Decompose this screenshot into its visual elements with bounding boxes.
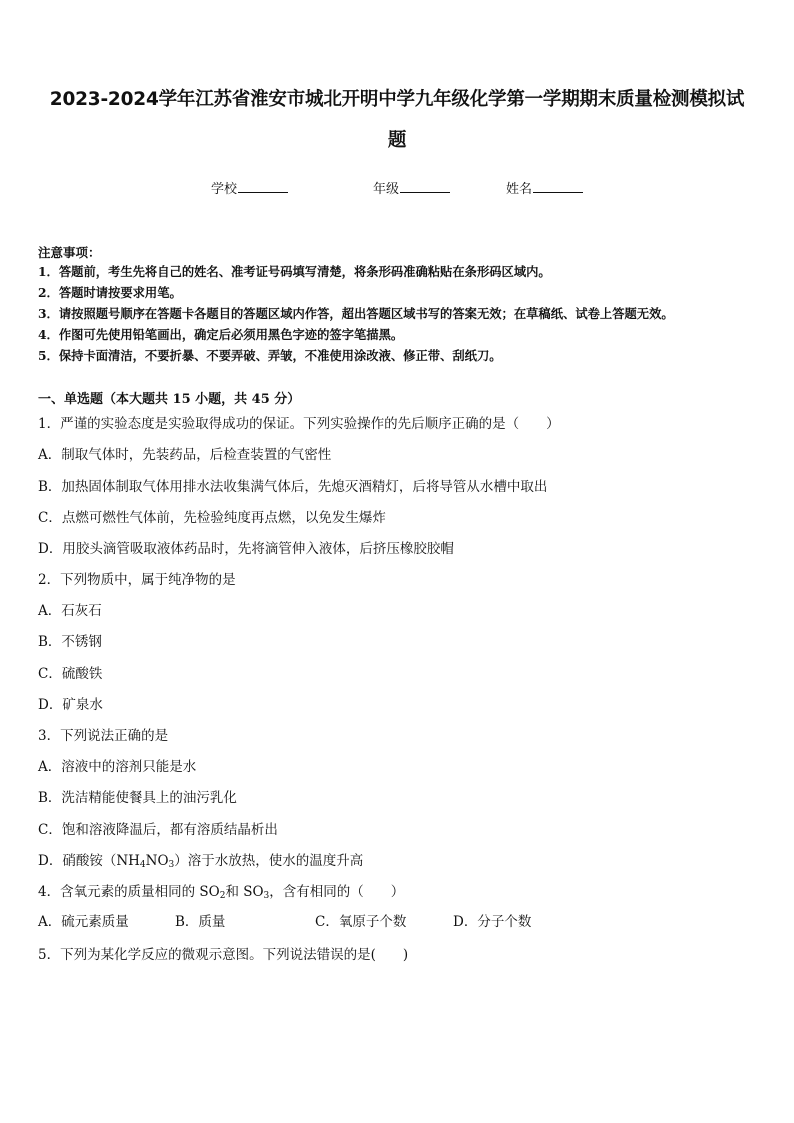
- question-3-option-d: [38, 852, 363, 874]
- question-3-stem: 3．下列说法正确的是: [38, 728, 169, 744]
- name-blank[interactable]: [533, 180, 583, 193]
- school-blank[interactable]: [238, 180, 288, 193]
- notice-item: 3．请按照题号顺序在答题卡各题目的答题区域内作答，超出答题区域书写的答案无效；在草稿纸、试卷上答题无效。: [38, 306, 674, 321]
- question-4-stem: [38, 883, 404, 905]
- question-5-stem: 5．下列为某化学反应的微观示意图。下列说法错误的是( ): [38, 947, 409, 963]
- subscript: 2: [219, 891, 226, 901]
- question-4-option-b: B．质量: [175, 914, 226, 930]
- subscript: 3: [263, 891, 270, 901]
- grade-blank[interactable]: [400, 180, 450, 193]
- subscript: 4: [139, 860, 146, 870]
- school-label: 学校: [211, 182, 238, 197]
- question-4-option-c: C．氧原子个数: [315, 914, 407, 930]
- question-1-option-a: A．制取气体时，先装药品，后检查装置的气密性: [38, 447, 332, 463]
- text-run: 和 SO: [225, 884, 264, 900]
- question-1-stem: 1．严谨的实验态度是实验取得成功的保证。下列实验操作的先后顺序正确的是（ ）: [38, 416, 560, 432]
- grade-label: 年级: [373, 182, 400, 197]
- exam-title-line-2: 题: [387, 130, 407, 151]
- question-3-option-c: C．饱和溶液降温后，都有溶质结晶析出: [38, 822, 278, 838]
- section-title: 一、单选题（本大题共 15 小题，共 45 分）: [38, 392, 301, 407]
- name-field: [506, 180, 583, 199]
- text-run: D．硝酸铵（NH: [38, 853, 140, 869]
- text-run: ）溶于水放热，使水的温度升高: [174, 853, 364, 869]
- question-3-option-a: A．溶液中的溶剂只能是水: [38, 759, 197, 775]
- question-1-option-b: B．加热固体制取气体用排水法收集满气体后，先熄灭酒精灯，后将导管从水槽中取出: [38, 479, 548, 495]
- question-4-option-d: D．分子个数: [453, 914, 532, 930]
- notice-item: 5．保持卡面清洁，不要折暴、不要弄破、弄皱，不准使用涂改液、修正带、刮纸刀。: [38, 348, 502, 363]
- question-4-option-a: A．硫元素质量: [38, 914, 129, 930]
- text-run: ，含有相同的（ ）: [269, 884, 405, 900]
- question-2-option-d: D．矿泉水: [38, 697, 103, 713]
- notice-item: 4．作图可先使用铅笔画出，确定后必须用黑色字迹的签字笔描黑。: [38, 327, 404, 342]
- question-1-option-d: D．用胶头滴管吸取液体药品时，先将滴管伸入液体，后挤压橡胶胶帽: [38, 541, 454, 557]
- subscript: 3: [168, 860, 175, 870]
- question-2-option-a: A．石灰石: [38, 603, 102, 619]
- notice-item: 2．答题时请按要求用笔。: [38, 285, 182, 300]
- text-run: 4．含氧元素的质量相同的 SO: [38, 884, 220, 900]
- school-field: [211, 180, 288, 199]
- question-2-stem: 2．下列物质中，属于纯净物的是: [38, 572, 236, 588]
- question-2-option-c: C．硫酸铁: [38, 666, 103, 682]
- grade-field: [373, 180, 450, 199]
- question-3-option-b: B．洗洁精能使餐具上的油污乳化: [38, 790, 237, 806]
- question-2-option-b: B．不锈钢: [38, 634, 102, 650]
- text-run: NO: [145, 853, 169, 869]
- notice-heading: 注意事项：: [38, 245, 101, 260]
- name-label: 姓名: [506, 182, 533, 197]
- notice-item: 1．答题前，考生先将自己的姓名、准考证号码填写清楚，将条形码准确粘贴在条形码区域内。: [38, 264, 551, 279]
- exam-title-line-1: 2023-2024学年江苏省淮安市城北开明中学九年级化学第一学期期末质量检测模拟试: [49, 89, 745, 110]
- question-1-option-c: C．点燃可燃性气体前，先检验纯度再点燃，以免发生爆炸: [38, 510, 386, 526]
